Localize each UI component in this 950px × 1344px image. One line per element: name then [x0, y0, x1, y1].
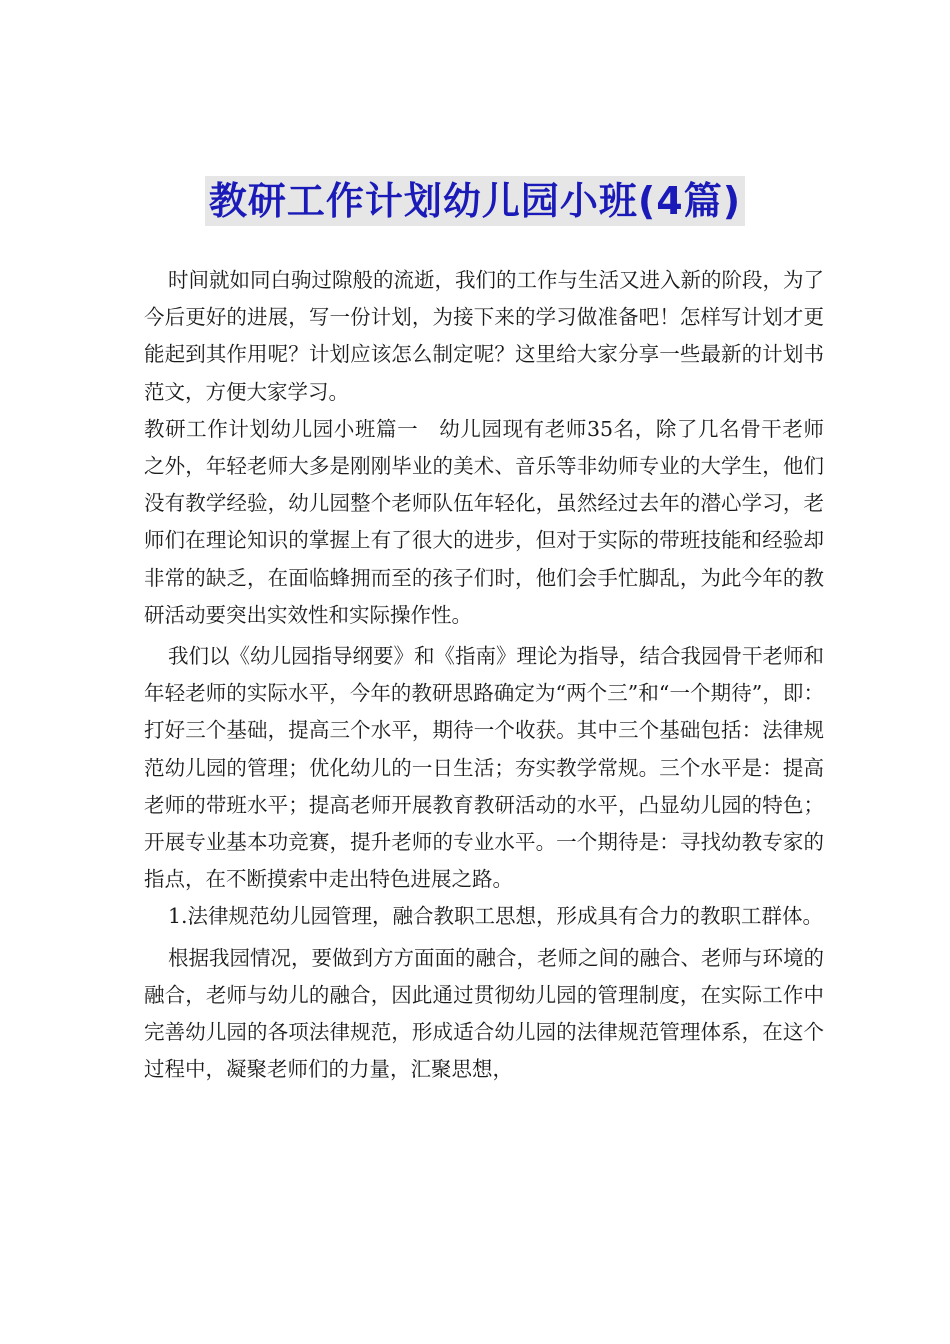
paragraph-item-1: 1.法律规范幼儿园管理，融合教职工思想，形成具有合力的教职工群体。	[168, 904, 824, 929]
document-title: 教研工作计划幼儿园小班(4篇)	[205, 176, 745, 226]
document-body	[144, 262, 824, 1088]
paragraph-management: 根据我园情况，要做到方方面面的融合，老师之间的融合、老师与环境的融合，老师与幼儿的融合，因此通过贯彻幼儿园的管理制度，在实际工作中完善幼儿园的各项法律规范，形成适合幼儿园的法律规范管理体系，在这个过程中，凝聚老师们的力量，汇聚思想，	[144, 945, 824, 1082]
paragraph-intro: 时间就如同白驹过隙般的流逝，我们的工作与生活又进入新的阶段，为了今后更好的进展，写一份计划，为接下来的学习做准备吧！怎样写计划才更能起到其作用呢？计划应该怎么制定呢？这里给大家分享一些最新的计划书范文，方便大家学习。	[144, 268, 824, 404]
title-container	[0, 176, 950, 226]
paragraph-section-one: 教研工作计划幼儿园小班篇一 幼儿园现有老师35名，除了几名骨干老师之外，年轻老师大多是刚刚毕业的美术、音乐等非幼师专业的大学生，他们没有教学经验，幼儿园整个老师队伍年轻化，虽然经过去年的潜心学习，老师们在理论知识的掌握上有了很大的进步，但对于实际的带班技能和经验却非常的缺乏，在面临蜂拥而至的孩子们时，他们会手忙脚乱，为此今年的教研活动要突出实效性和实际操作性。	[144, 416, 824, 627]
paragraph-guidelines: 我们以《幼儿园指导纲要》和《指南》理论为指导，结合我园骨干老师和年轻老师的实际水平，今年的教研思路确定为“两个三”和“一个期待”，即：打好三个基础，提高三个水平，期待一个收获。其中三个基础包括：法律规范幼儿园的管理；优化幼儿的一日生活；夯实教学常规。三个水平是：提高老师的带班水平；提高老师开展教育教研活动的水平，凸显幼儿园的特色；开展专业基本功竞赛，提升老师的专业水平。一个期待是：寻找幼教专家的指点，在不断摸索中走出特色进展之路。	[144, 644, 824, 892]
